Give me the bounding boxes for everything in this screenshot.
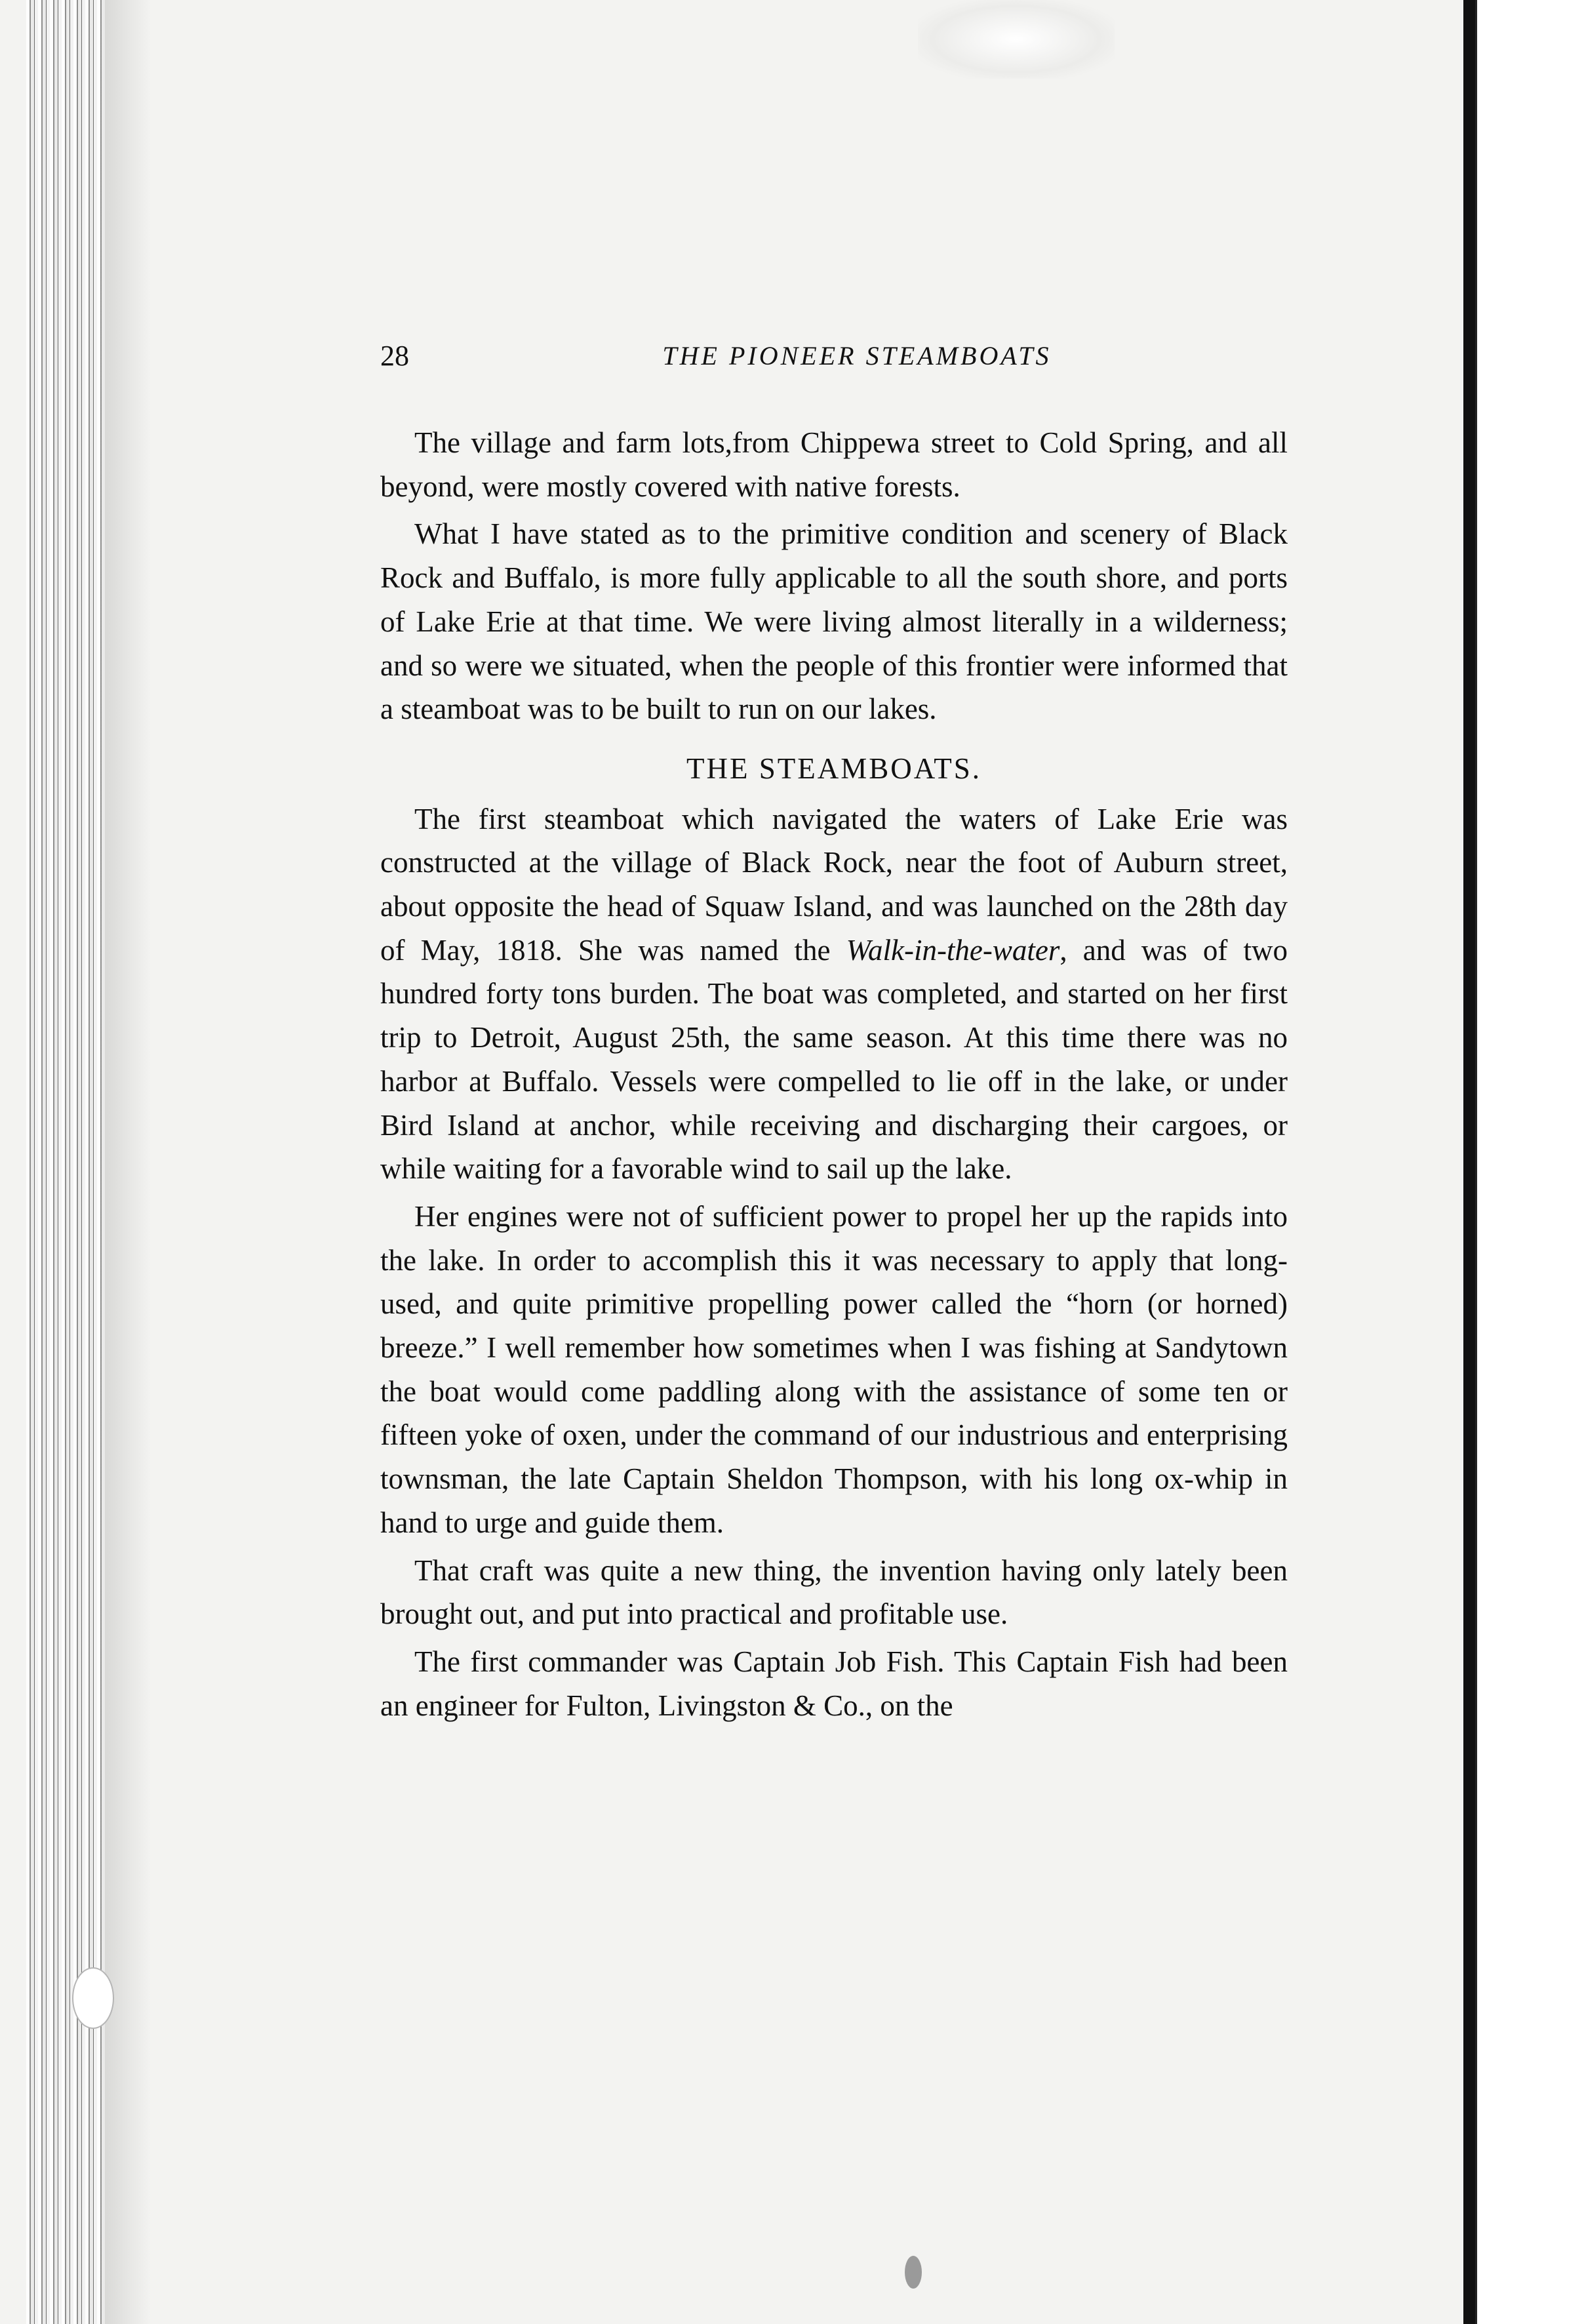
paper-stain [918, 0, 1115, 79]
paragraph-text: The first steamboat which navigated the waters of Lake Erie was constructed at the village of Black Rock, near the foot of Auburn street, about opposite the head of Squaw Island, and was launched on the 28th day of May, 1818. She was named the [380, 802, 1288, 967]
page-number: 28 [380, 340, 409, 372]
paragraph: The village and farm lots,from Chippewa street to Cold Spring, and all beyond, were mostly covered with native forests. [380, 426, 1288, 503]
paragraph: The first commander was Captain Job Fish. This Captain Fish had been an engineer for Fulton, Livingston & Co., on the [380, 1645, 1288, 1722]
running-head [380, 334, 1288, 382]
gutter-shadow-line [1463, 0, 1475, 2324]
paragraph [380, 797, 1288, 1191]
facing-page-edge [1475, 0, 1584, 2324]
paragraph: Her engines were not of sufficient power to propel her up the rapids into the lake. In order to accomplish this it was necessary to apply that long-used, and quite primitive propelling power called the “horn (or horned) breeze.” I well remember how sometimes when I was fishing at Sandytown the boat would come paddling along with the assistance of some ten or fifteen yoke of oxen, under the command of our industrious and enterprising townsman, the late Captain Sheldon Thompson, with his long ox-whip in hand to urge and guide them. [380, 1199, 1288, 1539]
section-heading: THE STEAMBOATS. [686, 751, 982, 785]
paragraph: That craft was quite a new thing, the invention having only lately been brought out, and put into practical and profitable use. [380, 1553, 1288, 1631]
running-title: THE PIONEER STEAMBOATS [662, 341, 1052, 371]
page-body [380, 334, 1288, 1727]
paper-hole [72, 1967, 114, 2029]
binding-shadow [105, 0, 151, 2324]
paragraph-text: , and was of two hundred forty tons burden. The boat was completed, and started on her first trip to Detroit, August 25th, the same season. At this time there was no harbor at Buffalo. Vessels were compelled to lie off in the lake, or under Bird Island at anchor, while receiving and discharging their cargoes, or while waiting for a favorable wind to sail up the lake. [380, 933, 1288, 1186]
boat-name-italic: Walk-in-the-water [846, 933, 1060, 967]
paragraph: What I have stated as to the primitive condition and scenery of Black Rock and Buffalo, is more fully applicable to all the south shore, and ports of Lake Erie at that time. We were living almost literally in a wilderness; and so were we situated, when the people of this frontier were informed that a steamboat was to be built to run on our lakes. [380, 517, 1288, 726]
ink-blot [905, 2256, 922, 2289]
